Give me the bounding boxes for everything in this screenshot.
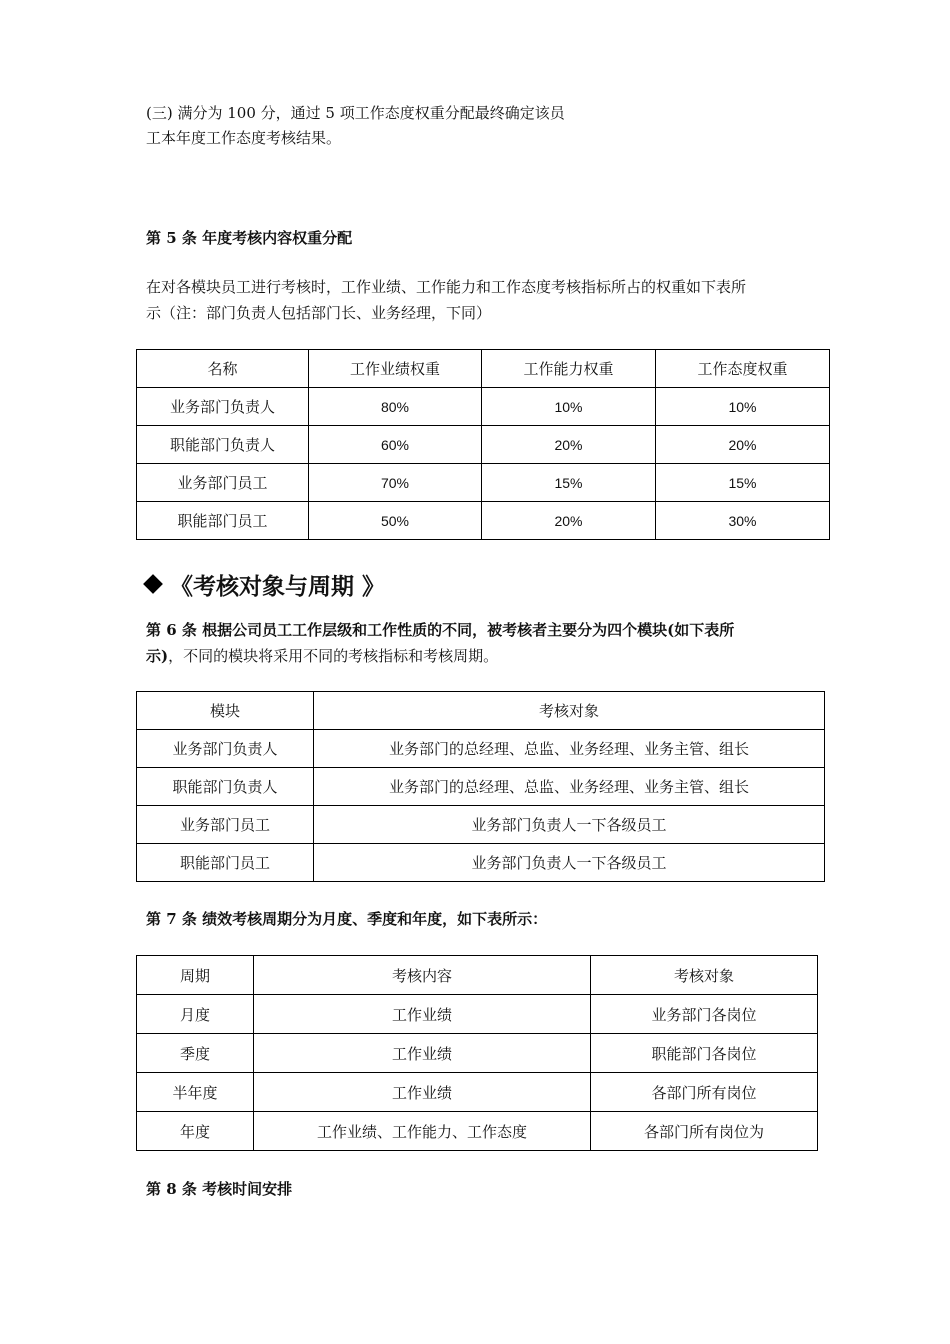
table-cell: 业务部门负责人 bbox=[137, 388, 309, 426]
table-row bbox=[137, 426, 830, 464]
table-cell: 职能部门负责人 bbox=[137, 426, 309, 464]
table-cell: 年度 bbox=[137, 1112, 254, 1151]
table-cell: 业务部门负责人一下各级员工 bbox=[314, 806, 825, 844]
table-cell: 业务部门员工 bbox=[137, 464, 309, 502]
table-row bbox=[137, 806, 825, 844]
article-5-paragraph-line-1: 在对各模块员工进行考核时，工作业绩、工作能力和工作态度考核指标所占的权重如下表所 bbox=[146, 278, 747, 296]
table-cell: 业务部门各岗位 bbox=[591, 995, 818, 1034]
table-cell: 15% bbox=[482, 464, 656, 502]
table-row bbox=[137, 768, 825, 806]
table-cell: 各部门所有岗位为 bbox=[591, 1112, 818, 1151]
table-cell: 半年度 bbox=[137, 1073, 254, 1112]
table-row bbox=[137, 502, 830, 540]
table-header-row bbox=[137, 350, 830, 388]
weight-table bbox=[136, 349, 830, 540]
article-6-line-1: 第 6 条 根据公司员工工作层级和工作性质的不同，被考核者主要分为四个模块(如下表所 bbox=[146, 621, 735, 639]
table-header-cell: 考核对象 bbox=[314, 692, 825, 730]
table-cell: 工作业绩 bbox=[254, 1073, 591, 1112]
table-row bbox=[137, 995, 818, 1034]
table-header-cell: 周期 bbox=[137, 956, 254, 995]
table-cell: 70% bbox=[309, 464, 482, 502]
table-cell: 职能部门员工 bbox=[137, 502, 309, 540]
intro-line-1: (三) 满分为 100 分，通过 5 项工作态度权重分配最终确定该员 bbox=[146, 104, 565, 122]
table-cell: 业务部门负责人 bbox=[137, 730, 314, 768]
table-row bbox=[137, 1112, 818, 1151]
table-header-row bbox=[137, 956, 818, 995]
table-cell: 业务部门的总经理、总监、业务经理、业务主管、组长 bbox=[314, 730, 825, 768]
table-cell: 20% bbox=[482, 502, 656, 540]
diamond-icon bbox=[143, 574, 163, 594]
table-cell: 职能部门各岗位 bbox=[591, 1034, 818, 1073]
article-8-title: 第 8 条 考核时间安排 bbox=[146, 1180, 293, 1198]
table-header-cell: 名称 bbox=[137, 350, 309, 388]
table-cell: 15% bbox=[656, 464, 830, 502]
table-row bbox=[137, 1073, 818, 1112]
table-cell: 20% bbox=[656, 426, 830, 464]
table-row bbox=[137, 388, 830, 426]
table-cell: 各部门所有岗位 bbox=[591, 1073, 818, 1112]
table-cell: 10% bbox=[656, 388, 830, 426]
table-cell: 业务部门负责人一下各级员工 bbox=[314, 844, 825, 882]
table-cell: 业务部门员工 bbox=[137, 806, 314, 844]
table-cell: 20% bbox=[482, 426, 656, 464]
table-cell: 30% bbox=[656, 502, 830, 540]
table-header-row bbox=[137, 692, 825, 730]
table-cell: 10% bbox=[482, 388, 656, 426]
section-heading bbox=[146, 572, 385, 602]
table-row bbox=[137, 1034, 818, 1073]
table-cell: 季度 bbox=[137, 1034, 254, 1073]
table-cell: 60% bbox=[309, 426, 482, 464]
section-heading-text: 《考核对象与周期 》 bbox=[170, 573, 386, 600]
table-cell: 月度 bbox=[137, 995, 254, 1034]
table-cell: 职能部门员工 bbox=[137, 844, 314, 882]
article-6-line-2-rest: ，不同的模块将采用不同的考核指标和考核周期。 bbox=[168, 647, 499, 665]
cycle-table bbox=[136, 955, 818, 1151]
intro-line-2: 工本年度工作态度考核结果。 bbox=[146, 129, 342, 147]
module-table bbox=[136, 691, 825, 882]
article-7-title: 第 7 条 绩效考核周期分为月度、季度和年度，如下表所示： bbox=[146, 910, 548, 928]
table-header-cell: 工作业绩权重 bbox=[309, 350, 482, 388]
table-header-cell: 工作能力权重 bbox=[482, 350, 656, 388]
article-5-paragraph-line-2: 示（注：部门负责人包括部门长、业务经理，下同） bbox=[146, 304, 492, 322]
table-cell: 80% bbox=[309, 388, 482, 426]
table-row bbox=[137, 730, 825, 768]
table-header-cell: 模块 bbox=[137, 692, 314, 730]
article-5-title: 第 5 条 年度考核内容权重分配 bbox=[146, 229, 353, 247]
table-cell: 50% bbox=[309, 502, 482, 540]
table-cell: 工作业绩 bbox=[254, 1034, 591, 1073]
table-row bbox=[137, 464, 830, 502]
table-cell: 业务部门的总经理、总监、业务经理、业务主管、组长 bbox=[314, 768, 825, 806]
table-cell: 工作业绩、工作能力、工作态度 bbox=[254, 1112, 591, 1151]
table-cell: 工作业绩 bbox=[254, 995, 591, 1034]
article-6-line-2-bold: 示) bbox=[146, 647, 169, 665]
article-6-line-2 bbox=[146, 645, 498, 667]
table-header-cell: 工作态度权重 bbox=[656, 350, 830, 388]
table-row bbox=[137, 844, 825, 882]
table-cell: 职能部门负责人 bbox=[137, 768, 314, 806]
table-header-cell: 考核对象 bbox=[591, 956, 818, 995]
table-header-cell: 考核内容 bbox=[254, 956, 591, 995]
